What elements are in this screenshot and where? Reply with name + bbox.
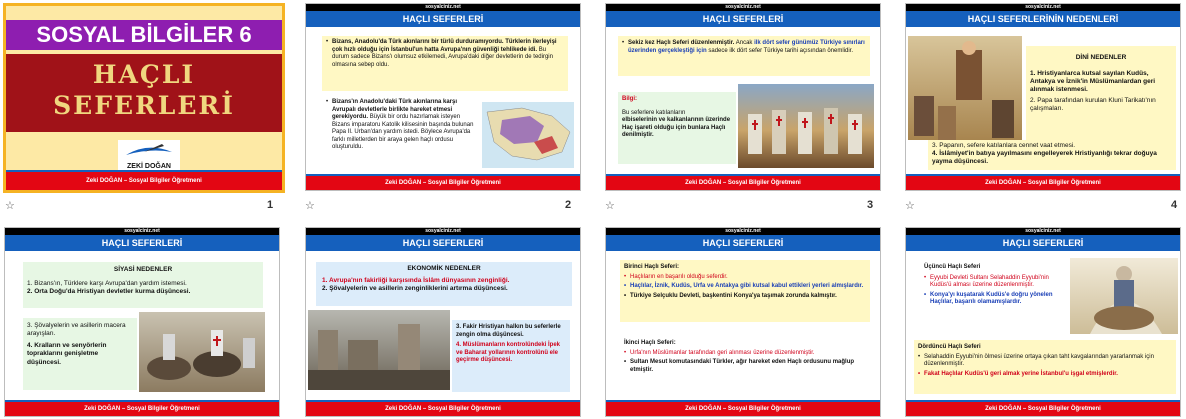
reason-1: 1. Avrupa'nın fakirliği karşısında İslâm dünyasının zenginliği.: [322, 277, 510, 285]
text-box-2: [322, 96, 482, 168]
reasons-box: [23, 262, 263, 308]
info-label: Bilgi:: [622, 96, 637, 102]
star-icon[interactable]: ☆: [605, 200, 615, 212]
site-bar: sosyalciniz.net: [906, 4, 1180, 11]
pope-painting-image: [908, 36, 1022, 140]
p1-bold: Sekiz kez Haçlı Seferi düzenlenmiştir.: [628, 40, 735, 46]
slide-footer: Zeki DOĞAN – Sosyal Bilgiler Öğretmeni: [606, 402, 880, 416]
slide-5[interactable]: [4, 227, 280, 417]
slide-footer: Zeki DOĞAN – Sosyal Bilgiler Öğretmeni: [906, 176, 1180, 190]
preaching-scene-illustration-icon: [908, 36, 1022, 140]
paragraph-2-rest: Büyük bir ordu hazırlamak isteyen Bizans imparatoru Katolik kilisesinin başında bulunan Papa II. Urban'dan yardım istedi. Böylece Avrupa'da farklı milletlerden bir araya gelen haçlı ordusu oluşturuldu.: [332, 114, 474, 150]
slide-title: HAÇLI SEFERLERİ: [606, 235, 880, 251]
site-bar: sosyalciniz.net: [906, 228, 1180, 235]
subtitle-line-1: HAÇLI: [92, 60, 196, 89]
slide-footer: Zeki DOĞAN – Sosyal Bilgiler Öğretmeni: [306, 402, 580, 416]
knights-charging-illustration-icon: [139, 312, 265, 392]
slide-8[interactable]: [905, 227, 1181, 417]
reason-4: 4. Müslümanların kontrolündeki İpek ve Baharat yollarının kontrolünü ele geçirme düşüncesi.: [456, 342, 561, 363]
second-crusade-heading: İkinci Haçlı Seferi:: [624, 340, 676, 346]
subtitle-line-2: SEFERLERİ: [53, 91, 235, 120]
reasons-box-2: [23, 318, 137, 390]
info-text-1: Bu seferlere katılanların: [622, 109, 686, 116]
info-text-2: elbiselerinin ve kalkanlarının üzerinde Haç işareti olduğu için bunlara Haçlı denilmiştir.: [622, 117, 731, 138]
ruined-city-illustration-icon: [308, 310, 450, 390]
pen-logo-icon: [118, 140, 180, 158]
site-bar: sosyalciniz.net: [306, 4, 580, 11]
slide-title: SOSYAL BİLGİLER 6: [6, 20, 282, 50]
saladin-image: [1070, 258, 1178, 334]
reasons-box: [1026, 46, 1176, 142]
p1-blue: ilk dört sefer günümüz Türkiye sınırları üzerinden gerçekleştiği için: [628, 40, 865, 54]
reasons-heading: EKONOMİK NEDENLER: [407, 265, 481, 272]
reason-2: 2. Orta Doğu'da Hristiyan devletler kurma düşüncesi.: [27, 288, 191, 296]
paragraph-2-bold: Bizans'ın Anadolu'daki Türk akınlarına karşı Avrupalı devletlerle birlikte hareket etmesi gerekiyordu.: [332, 99, 458, 120]
map-image: [482, 102, 574, 168]
reason-2: 2. Papa tarafından kurulan Kluni Tarikatı'nın çalışmaları.: [1030, 96, 1156, 112]
first-item-3: • Türkiye Selçuklu Devleti, başkentini Konya'ya taşımak zorunda kalmıştır.: [624, 293, 866, 301]
map-illustration-icon: [482, 102, 574, 168]
third-item-2: • Konya'yı kuşatarak Kudüs'e doğru yönelen Haçlılar, başarılı olamamışlardır.: [924, 292, 1066, 307]
fourth-item-1: • Selahaddin Eyyubi'nin ölmesi üzerine ortaya çıkan taht kavgalarından yararlanmak için düzenlenmiştir.: [918, 354, 1172, 369]
slide-number: 1: [267, 199, 274, 211]
slide-title: HAÇLI SEFERLERİ: [306, 11, 580, 27]
reason-4: 4. Kralların ve senyörlerin topraklarını genişletme düşüncesi.: [27, 342, 107, 366]
second-crusade-box: [620, 336, 870, 392]
slide-footer: Zeki DOĞAN – Sosyal Bilgiler Öğretmeni: [306, 176, 580, 190]
fourth-item-2: • Fakat Haçlılar Kudüs'ü geri almak yerine İstanbul'u işgal etmişlerdir.: [918, 371, 1172, 379]
site-bar: sosyalciniz.net: [5, 228, 279, 235]
first-crusade-box: [620, 260, 870, 322]
slide-number: 4: [1171, 199, 1178, 211]
slide-6[interactable]: [305, 227, 581, 417]
reason-3: 3. Papanın, sefere katılanlara cennet vaat etmesi.: [932, 142, 1076, 149]
star-icon[interactable]: ☆: [905, 200, 915, 212]
fourth-crusade-box: [914, 340, 1176, 394]
site-bar: sosyalciniz.net: [606, 4, 880, 11]
third-crusade-box: [920, 260, 1070, 332]
third-item-1: • Eyyubi Devleti Sultanı Selahaddin Eyyubi'nin Kudüs'ü alması üzerine düzenlenmiştir.: [924, 275, 1066, 290]
fourth-crusade-heading: Dördüncü Haçlı Seferi: [918, 344, 981, 350]
first-item-2: • Haçlılar, İznik, Kudüs, Urfa ve Antakya gibi kutsal kabul ettikleri yerleri almışlardır.: [624, 283, 866, 291]
reasons-box-2: [928, 140, 1176, 170]
second-item-2: • Sultan Mesut komutasındaki Türkler, ağır hareket eden Haçlı ordusunu mağlup etmiştir.: [624, 359, 866, 374]
horseman-illustration-icon: [1070, 258, 1178, 334]
slide-number: 2: [565, 199, 572, 211]
crusader-army-illustration-icon: [738, 84, 874, 168]
slide-footer: Zeki DOĞAN – Sosyal Bilgiler Öğretmeni: [5, 402, 279, 416]
slide-title: HAÇLI SEFERLERİ: [606, 11, 880, 27]
slide-footer: Zeki DOĞAN – Sosyal Bilgiler Öğretmeni: [606, 176, 880, 190]
first-crusade-heading: Birinci Haçlı Seferi:: [624, 264, 680, 270]
reason-2: 2. Şövalyelerin ve asillerin zenginliklerini artırma düşüncesi.: [322, 285, 508, 293]
p1-mid: Ancak: [735, 40, 753, 46]
star-icon[interactable]: ☆: [5, 200, 15, 212]
reasons-box: [316, 262, 572, 306]
third-crusade-heading: Üçüncü Haçlı Seferi: [924, 264, 981, 270]
site-bar: sosyalciniz.net: [306, 228, 580, 235]
info-box: [618, 92, 736, 164]
slide-title: HAÇLI SEFERLERİ: [306, 235, 580, 251]
reason-3: 3. Fakir Hristiyan halkın bu seferlerle zengin olma düşüncesi.: [456, 324, 561, 338]
paragraph-1-bold: Bizans, Anadolu'da Türk akınlarını bir türlü durduramıyordu. Türklerin ilerleyişi çok hızlı olduğu için İstanbul'un hatta Avrupa'nın güvenliği tehlikede idi.: [332, 39, 557, 53]
reason-4: 4. İslâmiyet'in batıya yayılmasını engelleyerek Hristiyanlığı tekrar doğuya yayma düşüncesi.: [932, 150, 1157, 166]
second-item-1: • Urfa'nın Müslümanlar tarafından geri alınması üzerine düzenlenmiştir.: [624, 350, 866, 358]
slide-title: HAÇLI SEFERLERİ: [5, 235, 279, 251]
reasons-heading: DİNİ NEDENLER: [1075, 54, 1127, 61]
logo-name: ZEKİ DOĞAN: [127, 163, 171, 170]
star-icon[interactable]: ☆: [305, 200, 315, 212]
p1-rest: sadece ilk dört sefer Türkiye tarihi açısından önemlidir.: [708, 47, 853, 54]
slide-4[interactable]: [905, 3, 1181, 191]
reason-1: 1. Bizans'ın, Türklere karşı Avrupa'dan yardım istemesi.: [27, 280, 187, 288]
battle-image: [308, 310, 450, 390]
slide-title: HAÇLI SEFERLERİNİN NEDENLERİ: [906, 11, 1180, 27]
reasons-box-2: [452, 320, 570, 392]
text-box-1: [322, 36, 568, 91]
first-item-1: • Haçlıların en başarılı olduğu seferdir.: [624, 274, 866, 282]
reason-1: 1. Hristiyanlarca kutsal sayılan Kudüs, Antakya ve İznik'in Müslümanlardan geri alınmak istenmesi.: [1030, 70, 1156, 94]
slide-3[interactable]: [605, 3, 881, 191]
slide-title: HAÇLI SEFERLERİ: [906, 235, 1180, 251]
slide-2[interactable]: [305, 3, 581, 191]
paragraph-1-rest: Bu durum sadece Bizans'ı olumsuz etkilemedi, Avrupa'daki diğer devletlerin de tedirgin olmasına sebep oldu.: [332, 46, 553, 68]
slide-footer: Zeki DOĞAN – Sosyal Bilgiler Öğretmeni: [906, 402, 1180, 416]
subtitle-panel: [6, 54, 282, 132]
crusaders-image: [738, 84, 874, 168]
slide-number: 3: [867, 199, 874, 211]
slide-1[interactable]: [3, 3, 285, 193]
slide-footer: Zeki DOĞAN – Sosyal Bilgiler Öğretmeni: [6, 172, 282, 190]
text-box-1: [618, 36, 870, 76]
reason-3: 3. Şövalyelerin ve asillerin macera arayışları.: [27, 322, 126, 338]
slide-7[interactable]: [605, 227, 881, 417]
knights-image: [139, 312, 265, 392]
site-bar: sosyalciniz.net: [606, 228, 880, 235]
reasons-heading: SİYASİ NEDENLER: [113, 266, 173, 273]
